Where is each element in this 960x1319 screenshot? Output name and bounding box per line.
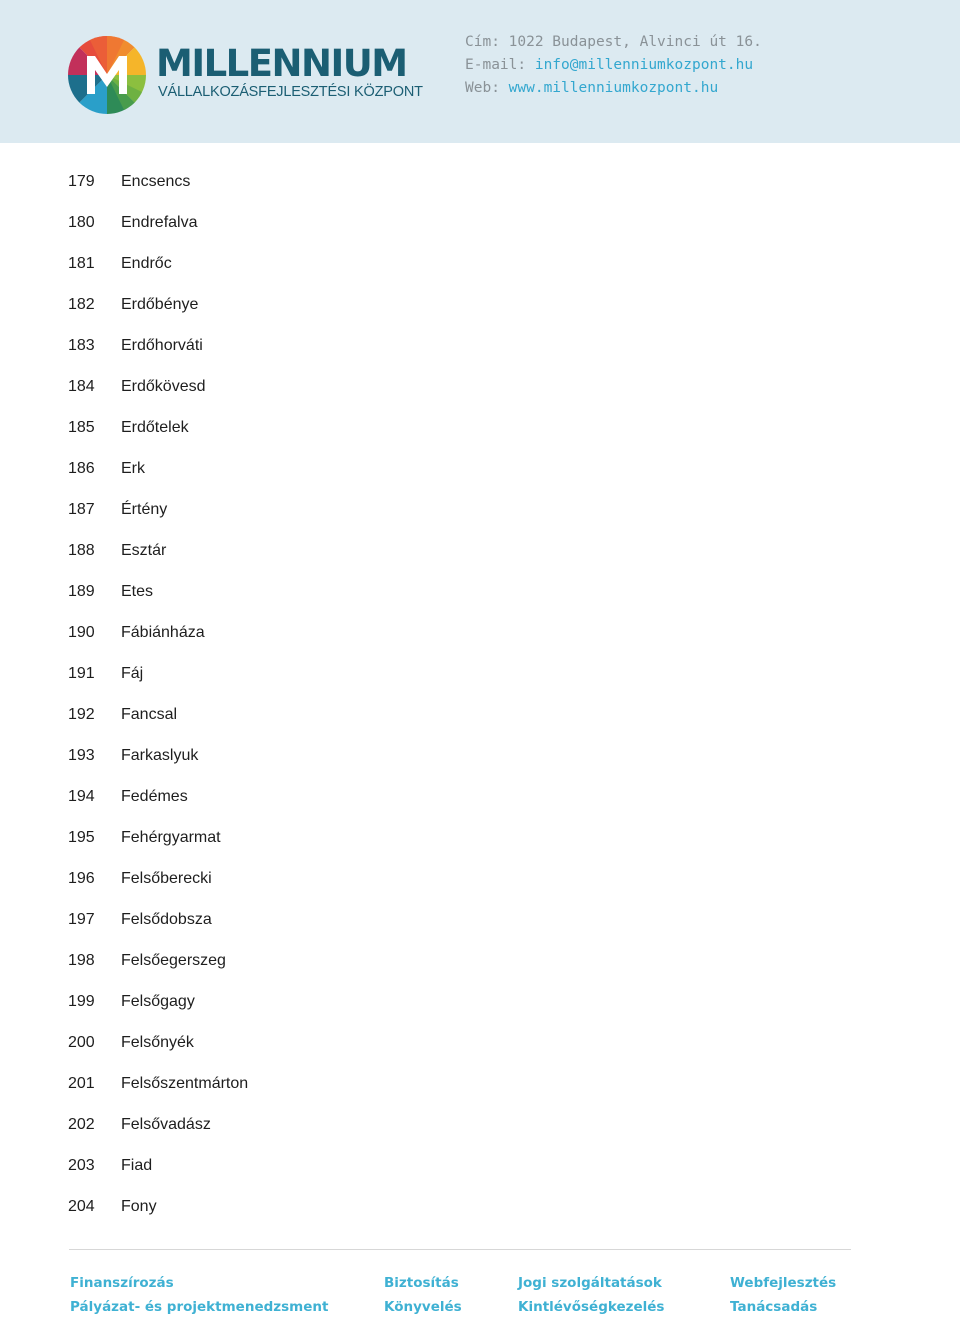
email-label: E-mail: [465,57,527,73]
millennium-logo-icon [68,36,146,114]
web-link[interactable]: www.millenniumkozpont.hu [508,80,719,96]
list-item-number: 199 [68,993,95,1010]
address-value: 1022 Budapest, Alvinci út 16. [508,34,762,50]
list-item-name: Fábiánháza [121,624,205,641]
footer-link[interactable]: Pályázat- és projektmenedzsment [70,1299,329,1315]
list-item-name: Fehérgyarmat [121,829,221,846]
list-item [68,1069,248,1110]
list-item-name: Fáj [121,665,144,682]
footer-col-2 [384,1271,462,1319]
list-item [68,413,248,454]
list-item [68,782,248,823]
address-line [465,31,762,54]
list-item [68,905,248,946]
list-item [68,208,248,249]
list-item-number: 196 [68,870,95,887]
list-item-number: 197 [68,911,95,928]
list-item-number: 185 [68,419,95,436]
list-item-number: 193 [68,747,95,764]
list-item-name: Erk [121,460,145,477]
list-item-number: 186 [68,460,95,477]
list-item [68,1151,248,1192]
list-item-name: Fedémes [121,788,188,805]
footer-link[interactable]: Tanácsadás [730,1299,818,1315]
list-item [68,987,248,1028]
list-item [68,823,248,864]
footer-link[interactable]: Jogi szolgáltatások [518,1275,662,1291]
list-item-name: Felsőszentmárton [121,1075,249,1092]
list-item-number: 187 [68,501,95,518]
list-item-number: 195 [68,829,95,846]
list-item-name: Fiad [121,1157,153,1174]
list-item-number: 190 [68,624,95,641]
list-item-name: Felsőgagy [121,993,195,1010]
footer-link[interactable]: Biztosítás [384,1275,459,1291]
list-item-name: Erdőbénye [121,296,199,313]
list-item-number: 198 [68,952,95,969]
list-item-name: Endrefalva [121,214,198,231]
list-item-number: 184 [68,378,95,395]
list-item-number: 194 [68,788,95,805]
list-item-name: Endrőc [121,255,172,272]
list-item [68,1192,248,1233]
list-item-number: 188 [68,542,95,559]
list-item-name: Felsőegerszeg [121,952,226,969]
list-item [68,700,248,741]
list-item-name: Esztár [121,542,167,559]
list-item-name: Felsőberecki [121,870,212,887]
header-band [0,0,960,143]
list-item [68,946,248,987]
list-item-name: Fony [121,1198,157,1215]
list-item [68,741,248,782]
list-item [68,290,248,331]
list-item-name: Felsőnyék [121,1034,194,1051]
list-item-name: Encsencs [121,173,191,190]
list-item-number: 189 [68,583,95,600]
web-label: Web: [465,80,500,96]
list-item [68,454,248,495]
list-item-name: Felsődobsza [121,911,212,928]
footer-col-3 [518,1271,664,1319]
footer-divider [69,1249,851,1250]
list-item [68,864,248,905]
list-item [68,249,248,290]
list-item [68,1028,248,1069]
list-item-name: Erdőhorváti [121,337,203,354]
footer-link[interactable]: Könyvelés [384,1299,462,1315]
list-item-name: Etes [121,583,154,600]
email-line [465,54,762,77]
address-label: Cím: [465,34,500,50]
footer-link[interactable]: Kintlévőségkezelés [518,1299,665,1315]
list-item-number: 200 [68,1034,95,1051]
footer-col-4 [730,1271,836,1319]
list-item [68,577,248,618]
footer-link[interactable]: Webfejlesztés [730,1275,837,1291]
list-item-number: 202 [68,1116,95,1133]
list-item-name: Fancsal [121,706,178,723]
brand-subtitle: VÁLLALKOZÁSFEJLESZTÉSI KÖZPONT [158,84,423,100]
list-item-name: Farkaslyuk [121,747,199,764]
footer-link[interactable]: Finanszírozás [70,1275,174,1291]
list-item-number: 183 [68,337,95,354]
list-item-number: 179 [68,173,95,190]
list-item-name: Erdőkövesd [121,378,206,395]
email-link[interactable]: info@millenniumkozpont.hu [534,57,754,73]
list-item-number: 182 [68,296,95,313]
list-item [68,495,248,536]
list-item [68,331,248,372]
list-item [68,372,248,413]
list-item-name: Értény [121,501,168,518]
list-item [68,659,248,700]
list-item-number: 181 [68,255,95,272]
list-item [68,536,248,577]
list-item-number: 192 [68,706,95,723]
contact-block [465,31,762,100]
list-item [68,167,248,208]
brand-name: MILLENNIUM [156,42,407,85]
footer-col-1 [70,1271,328,1319]
settlement-list [68,167,248,1233]
list-item [68,618,248,659]
list-item-number: 204 [68,1198,95,1215]
list-item-number: 191 [68,665,95,682]
list-item-name: Felsővadász [121,1116,211,1133]
list-item-name: Erdőtelek [121,419,189,436]
list-item-number: 203 [68,1157,95,1174]
web-line [465,77,762,100]
list-item-number: 180 [68,214,95,231]
list-item-number: 201 [68,1075,95,1092]
list-item [68,1110,248,1151]
